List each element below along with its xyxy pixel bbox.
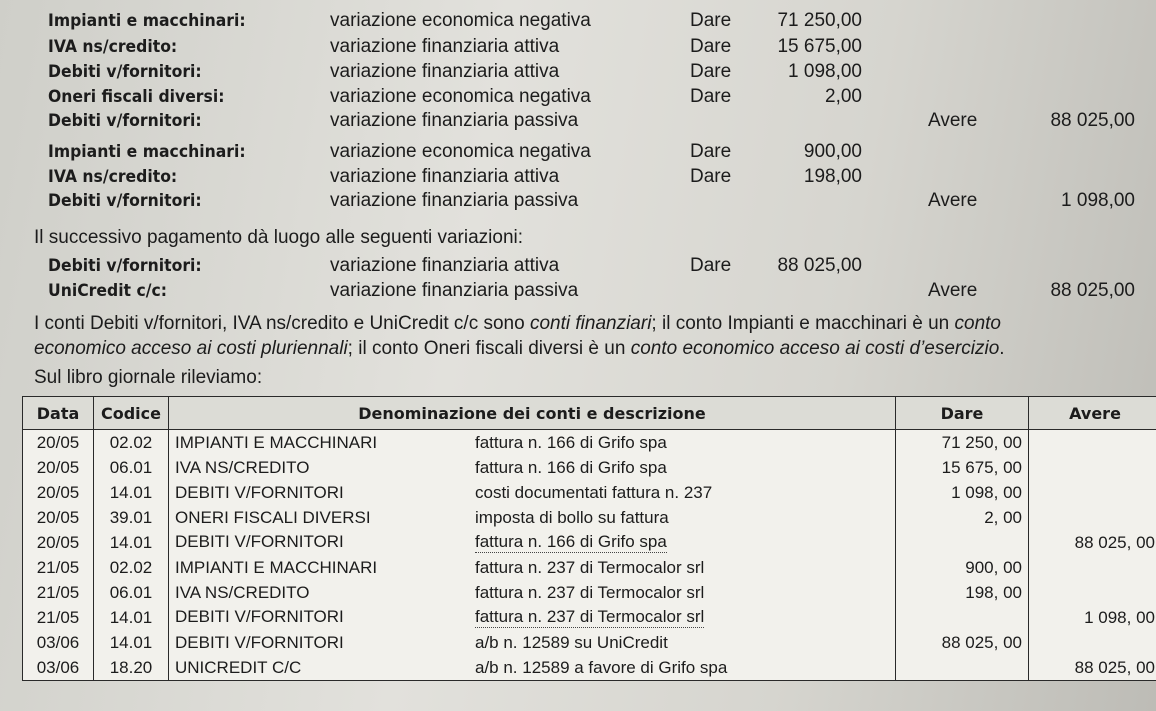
explanation-emphasis: conti finanziari [529, 313, 652, 334]
journal-code: 39.01 [94, 505, 169, 530]
account-name: Debiti v/fornitori: [48, 191, 202, 211]
explanation-text: ; il conto Impianti e macchinari è un [651, 313, 955, 334]
dare-label: Dare [690, 86, 732, 107]
journal-date: 20/05 [23, 480, 94, 505]
journal-code: 14.01 [94, 630, 169, 655]
journal-description: fattura n. 166 di Grifo spa [475, 432, 667, 452]
variation-type: variazione finanziaria attiva [330, 36, 560, 57]
journal-description: fattura n. 237 di Termocalor srl [475, 557, 705, 577]
journal-dare [896, 655, 1029, 681]
journal-avere [1029, 455, 1156, 480]
journal-row [23, 655, 1156, 681]
journal-description: fattura n. 237 di Termocalor srl [475, 607, 705, 626]
journal-row [23, 430, 1156, 456]
journal-row [23, 555, 1156, 580]
journal-avere: 1 098, 00 [1029, 605, 1156, 630]
journal-row [23, 480, 1156, 505]
journal-dare: 2, 00 [896, 505, 1029, 530]
avere-label: Avere [928, 190, 978, 211]
variation-type: variazione economica negativa [330, 10, 591, 31]
journal-row [23, 455, 1156, 480]
variation-row [0, 164, 1156, 190]
account-name: Debiti v/fornitori: [48, 62, 202, 82]
journal-account-cell [169, 505, 896, 530]
variation-row [0, 34, 1156, 60]
account-name: IVA ns/credito: [48, 167, 178, 187]
explanation-line-1 [34, 312, 1154, 336]
avere-label: Avere [928, 110, 978, 131]
account-name: Debiti v/fornitori: [48, 111, 202, 131]
journal-intro: Sul libro giornale rileviamo: [34, 367, 263, 388]
journal-avere [1029, 480, 1156, 505]
avere-amount: 1 098,00 [1061, 190, 1135, 211]
journal-row [23, 505, 1156, 530]
journal-description: fattura n. 166 di Grifo spa [475, 457, 667, 477]
journal-date: 03/06 [23, 630, 94, 655]
account-name: Impianti e macchinari: [48, 142, 246, 162]
journal-avere [1029, 555, 1156, 580]
journal-description: a/b n. 12589 a favore di Grifo spa [475, 657, 728, 677]
journal-row [23, 630, 1156, 655]
journal-code: 14.01 [94, 605, 169, 630]
journal-account-name: DEBITI V/FORNITORI [175, 532, 344, 551]
journal-description: fattura n. 237 di Termocalor srl [475, 582, 705, 602]
journal-avere [1029, 630, 1156, 655]
journal-header-row [23, 397, 1156, 430]
journal-account-name: IVA NS/CREDITO [175, 582, 310, 602]
journal-date: 21/05 [23, 580, 94, 605]
journal-date: 21/05 [23, 555, 94, 580]
header-date: Data [23, 397, 94, 430]
variation-type: variazione economica negativa [330, 141, 591, 162]
journal-date: 20/05 [23, 530, 94, 555]
variation-type: variazione finanziaria passiva [330, 110, 579, 131]
journal-dare [896, 605, 1029, 630]
dare-label: Dare [690, 255, 732, 276]
journal-avere [1029, 430, 1156, 456]
journal-account-cell [169, 605, 896, 630]
journal-code: 14.01 [94, 530, 169, 555]
variation-row [0, 8, 1156, 34]
journal-code: 14.01 [94, 480, 169, 505]
variation-type: variazione finanziaria attiva [330, 255, 560, 276]
journal-code: 02.02 [94, 555, 169, 580]
journal-account-cell [169, 530, 896, 555]
explanation-text: ; il conto Oneri fiscali diversi è un [347, 338, 631, 359]
header-description: Denominazione dei conti e descrizione [169, 397, 896, 430]
account-name: Oneri fiscali diversi: [48, 87, 225, 107]
journal-date: 20/05 [23, 505, 94, 530]
variation-row [0, 278, 1156, 304]
journal-account-cell [169, 430, 896, 456]
journal-dare [896, 530, 1029, 555]
journal-account-cell [169, 555, 896, 580]
journal-date: 21/05 [23, 605, 94, 630]
journal-account-name: UNICREDIT C/C [175, 657, 302, 677]
journal-avere [1029, 505, 1156, 530]
dare-label: Dare [690, 10, 732, 31]
variation-row [0, 84, 1156, 110]
explanation-emphasis: economico acceso ai costi pluriennali [34, 338, 348, 359]
journal-row [23, 605, 1156, 630]
journal-account-name: ONERI FISCALI DIVERSI [175, 507, 371, 527]
avere-amount: 88 025,00 [1050, 280, 1135, 301]
account-name: Impianti e macchinari: [48, 11, 246, 31]
dare-label: Dare [690, 36, 732, 57]
dare-amount: 900,00 [803, 141, 862, 162]
dare-amount: 198,00 [803, 166, 862, 187]
explanation-text: I conti Debiti v/fornitori, IVA ns/credito e UniCredit c/c sono [34, 313, 530, 334]
journal-dare: 1 098, 00 [896, 480, 1029, 505]
journal-code: 02.02 [94, 430, 169, 456]
variation-row [0, 188, 1156, 214]
journal-date: 20/05 [23, 455, 94, 480]
journal-dare: 198, 00 [896, 580, 1029, 605]
variation-type: variazione finanziaria attiva [330, 166, 560, 187]
account-name: IVA ns/credito: [48, 37, 178, 57]
dare-label: Dare [690, 166, 732, 187]
journal-account-cell [169, 455, 896, 480]
journal-code: 18.20 [94, 655, 169, 681]
variation-row [0, 59, 1156, 85]
explanation-line-2 [34, 337, 1154, 361]
journal-code: 06.01 [94, 580, 169, 605]
dare-amount: 15 675,00 [777, 36, 862, 57]
dare-amount: 2,00 [825, 86, 862, 107]
journal-row [23, 580, 1156, 605]
dare-amount: 71 250,00 [777, 10, 862, 31]
variation-row [0, 139, 1156, 165]
dare-label: Dare [690, 141, 732, 162]
explanation-emphasis: conto [954, 313, 1001, 334]
journal-account-cell [169, 630, 896, 655]
variation-type: variazione finanziaria attiva [330, 61, 560, 82]
journal-date: 03/06 [23, 655, 94, 681]
journal-description: fattura n. 166 di Grifo spa [475, 532, 667, 551]
journal-account-name: IVA NS/CREDITO [175, 457, 310, 477]
journal-account-cell [169, 655, 896, 681]
journal-date: 20/05 [23, 430, 94, 456]
avere-amount: 88 025,00 [1050, 110, 1135, 131]
header-code: Codice [94, 397, 169, 430]
variation-type: variazione economica negativa [330, 86, 591, 107]
journal-dare: 900, 00 [896, 555, 1029, 580]
variation-type: variazione finanziaria passiva [330, 190, 579, 211]
variation-row [0, 253, 1156, 279]
dare-amount: 88 025,00 [777, 255, 862, 276]
journal-table [22, 396, 1156, 681]
avere-label: Avere [928, 280, 978, 301]
account-name: Debiti v/fornitori: [48, 256, 202, 276]
journal-avere: 88 025, 00 [1029, 530, 1156, 555]
header-avere: Avere [1029, 397, 1156, 430]
journal-dare: 71 250, 00 [896, 430, 1029, 456]
explanation-emphasis: conto economico acceso ai costi d’esercizio [630, 338, 1000, 359]
journal-dare: 88 025, 00 [896, 630, 1029, 655]
journal-account-name: IMPIANTI E MACCHINARI [175, 432, 378, 452]
journal-account-name: DEBITI V/FORNITORI [175, 632, 344, 652]
journal-dare: 15 675, 00 [896, 455, 1029, 480]
journal-account-name: IMPIANTI E MACCHINARI [175, 557, 378, 577]
journal-account-cell [169, 580, 896, 605]
dare-label: Dare [690, 61, 732, 82]
account-name: UniCredit c/c: [48, 281, 167, 301]
payment-intro: Il successivo pagamento dà luogo alle seguenti variazioni: [34, 227, 524, 248]
variation-row [0, 108, 1156, 134]
journal-row [23, 530, 1156, 555]
dare-amount: 1 098,00 [788, 61, 862, 82]
journal-avere [1029, 580, 1156, 605]
journal-account-name: DEBITI V/FORNITORI [175, 607, 344, 626]
variation-type: variazione finanziaria passiva [330, 280, 579, 301]
header-dare: Dare [896, 397, 1029, 430]
journal-description: a/b n. 12589 su UniCredit [475, 632, 668, 652]
journal-description: imposta di bollo su fattura [475, 507, 669, 527]
journal-code: 06.01 [94, 455, 169, 480]
explanation-text: . [999, 338, 1005, 359]
journal-account-name: DEBITI V/FORNITORI [175, 482, 344, 502]
journal-avere: 88 025, 00 [1029, 655, 1156, 681]
journal-description: costi documentati fattura n. 237 [475, 482, 713, 502]
journal-account-cell [169, 480, 896, 505]
